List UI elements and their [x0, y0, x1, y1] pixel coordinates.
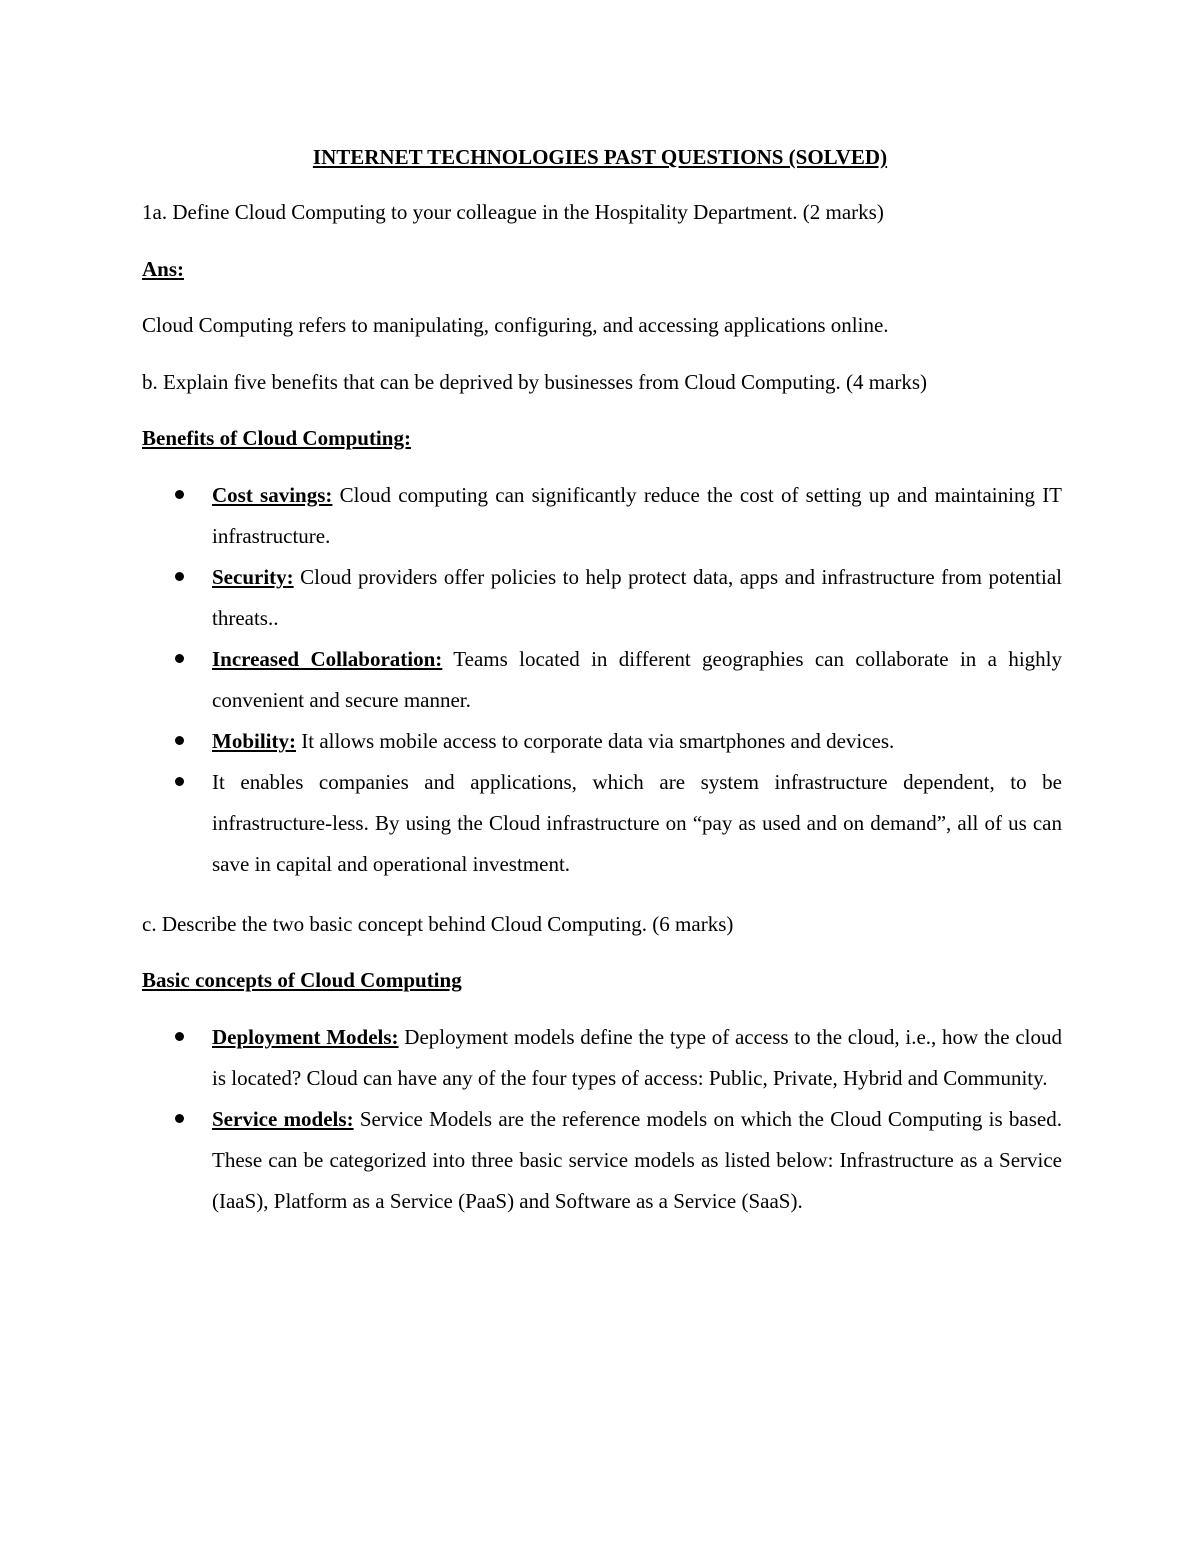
list-item: [142, 557, 1062, 639]
list-item: [142, 1099, 1062, 1222]
document-title: INTERNET TECHNOLOGIES PAST QUESTIONS (SOLVED): [312, 145, 888, 169]
benefit-text: It allows mobile access to corporate data via smartphones and devices.: [296, 729, 895, 753]
concept-text: Deployment models define the type of access to the cloud, i.e., how the cloud is located? Cloud can have any of the four types of access: Public, Private, Hybrid and Community.: [212, 1025, 1062, 1090]
list-item: [142, 475, 1062, 557]
question-1b: b. Explain five benefits that can be deprived by businesses from Cloud Computing. (4 marks): [142, 370, 928, 394]
bullet-icon: [175, 736, 184, 745]
list-item: [142, 762, 1062, 885]
concept-text: Service Models are the reference models on which the Cloud Computing is based. These can be categorized into three basic service models as listed below: Infrastructure as a Service (IaaS), Platform as a Service (PaaS) and Software as a Service (SaaS).: [212, 1107, 1062, 1213]
benefit-label: Security:: [212, 565, 294, 589]
list-item: [142, 721, 1062, 762]
bullet-icon: [175, 490, 184, 499]
concepts-heading: Basic concepts of Cloud Computing: [142, 968, 462, 992]
concept-label: Deployment Models:: [212, 1025, 399, 1049]
question-1a: 1a. Define Cloud Computing to your colleague in the Hospitality Department. (2 marks): [142, 200, 884, 224]
list-item: [142, 1017, 1062, 1099]
concepts-list: [142, 1017, 1062, 1222]
concept-label: Service models:: [212, 1107, 354, 1131]
benefits-heading: Benefits of Cloud Computing:: [142, 426, 411, 450]
benefit-label: Mobility:: [212, 729, 296, 753]
benefit-label: Cost savings:: [212, 483, 333, 507]
benefit-text: Teams located in different geographies can collaborate in a highly convenient and secure manner.: [212, 647, 1062, 712]
bullet-icon: [175, 1114, 184, 1123]
benefit-label: Increased Collaboration:: [212, 647, 443, 671]
bullet-icon: [175, 572, 184, 581]
bullet-icon: [175, 777, 184, 786]
bullet-icon: [175, 654, 184, 663]
answer-label: Ans:: [142, 257, 185, 281]
list-item: [142, 639, 1062, 721]
benefit-text: Cloud computing can significantly reduce the cost of setting up and maintaining IT infrastructure.: [212, 483, 1063, 548]
benefit-text: Cloud providers offer policies to help protect data, apps and infrastructure from potential threats..: [212, 565, 1062, 630]
question-1c: c. Describe the two basic concept behind Cloud Computing. (6 marks): [142, 912, 734, 936]
bullet-icon: [175, 1032, 184, 1041]
benefits-list: [142, 475, 1062, 885]
answer-text: Cloud Computing refers to manipulating, configuring, and accessing applications online.: [142, 313, 889, 337]
benefit-text: It enables companies and applications, which are system infrastructure dependent, to be infrastructure-less. By using the Cloud infrastructure on “pay as used and on demand”, all of us can save in capital and operational investment.: [212, 770, 1062, 876]
